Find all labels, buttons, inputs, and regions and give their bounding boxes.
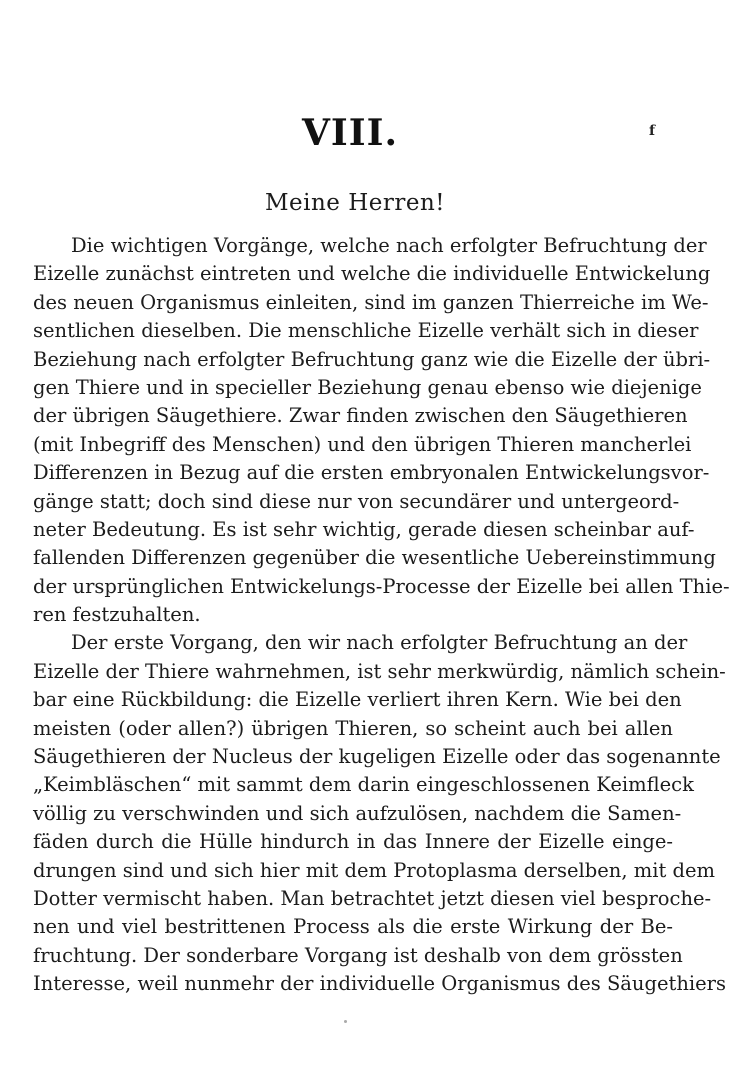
text-line: ren festzuhalten.: [33, 603, 201, 627]
text-line: Eizelle der Thiere wahrnehmen, ist sehr merkwürdig, nämlich schein-: [33, 659, 726, 683]
text-line: gänge statt; doch sind diese nur von secundärer und untergeord-: [33, 489, 680, 513]
body-text: [33, 232, 730, 999]
text-line: fallenden Differenzen gegenüber die wesentliche Uebereinstimmung: [33, 546, 716, 570]
text-line: der übrigen Säugethiere. Zwar finden zwischen den Säugethieren: [33, 404, 688, 428]
text-line: der ursprünglichen Entwickelungs-Processe der Eizelle bei allen Thie-: [33, 574, 730, 598]
paragraph: [33, 232, 730, 629]
stray-print-mark: f: [649, 123, 656, 139]
paragraph: [33, 629, 727, 998]
text-line: gen Thiere und in specieller Beziehung genau ebenso wie diejenige: [33, 375, 702, 399]
text-line: „Keimbläschen“ mit sammt dem darin eingeschlossenen Keimfleck: [33, 773, 694, 797]
text-line: Interesse, weil nunmehr der individuelle Organismus des Säugethiers: [33, 972, 727, 996]
text-line: Differenzen in Bezug auf die ersten embryonalen Entwickelungsvor-: [33, 461, 710, 485]
text-line: sentlichen dieselben. Die menschliche Eizelle verhält sich in dieser: [33, 319, 699, 343]
print-speck: [344, 1020, 347, 1023]
text-line: Dotter vermischt haben. Man betrachtet jetzt diesen viel besproche-: [33, 886, 712, 910]
text-line: meisten (oder allen?) übrigen Thieren, so scheint auch bei allen: [33, 716, 673, 740]
text-line: völlig zu verschwinden und sich aufzulösen, nachdem die Samen-: [33, 801, 682, 825]
text-line: Eizelle zunächst eintreten und welche die individuelle Entwickelung: [33, 262, 711, 286]
text-line: fruchtung. Der sonderbare Vorgang ist deshalb von dem grössten: [33, 943, 683, 967]
text-line: bar eine Rückbildung: die Eizelle verliert ihren Kern. Wie bei den: [33, 688, 682, 712]
text-line: des neuen Organismus einleiten, sind im ganzen Thierreiche im We-: [33, 290, 709, 314]
text-line: (mit Inbegriff des Menschen) und den übrigen Thieren mancherlei: [33, 432, 692, 456]
text-line: drungen sind und sich hier mit dem Protoplasma derselben, mit dem: [33, 858, 716, 882]
text-line: fäden durch die Hülle hindurch in das Innere der Eizelle einge-: [33, 830, 673, 854]
text-line: neter Bedeutung. Es ist sehr wichtig, gerade diesen scheinbar auf-: [33, 517, 695, 541]
text-line: Säugethieren der Nucleus der kugeligen Eizelle oder das sogenannte: [33, 745, 721, 769]
text-line: Die wichtigen Vorgänge, welche nach erfolgter Befruchtung der: [71, 234, 707, 257]
salutation: Meine Herren!: [264, 190, 446, 216]
text-line: nen und viel bestrittenen Process als die erste Wirkung der Be-: [33, 915, 673, 939]
text-line: Der erste Vorgang, den wir nach erfolgter Befruchtung an der: [71, 631, 688, 655]
text-line: Beziehung nach erfolgter Befruchtung ganz wie die Eizelle der übri-: [33, 347, 711, 371]
chapter-number: VIII.: [302, 112, 398, 154]
